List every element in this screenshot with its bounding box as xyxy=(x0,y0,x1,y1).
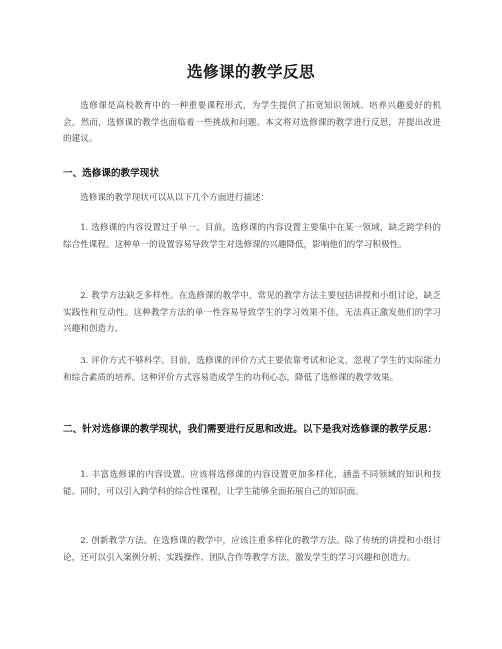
document-title: 选修课的教学反思 xyxy=(186,63,315,81)
section-2-item-1: 1. 丰富选修课的内容设置。应该将选修课的内容设置更加多样化，涵盖不同领域的知识和技能。同时，可以引入跨学科的综合性课程，让学生能够全面拓展自己的知识面。 xyxy=(63,470,441,497)
section-1-item-2: 2. 教学方法缺乏多样性。在选修课的教学中，常见的教学方法主要包括讲授和小组讨论，缺乏实践性和互动性。这种教学方法的单一性容易导致学生的学习效果不佳，无法真正激发他们的学习兴趣和创造力。 xyxy=(63,291,441,334)
section-1-heading: 一、选修课的教学现状 xyxy=(63,168,159,179)
section-1-item-1: 1. 选修课的内容设置过于单一。目前，选修课的内容设置主要集中在某一领域，缺乏跨学科的综合性课程。这种单一的设置容易导致学生对选修课的兴趣降低，影响他们的学习积极性。 xyxy=(63,223,441,250)
section-2-heading: 二、针对选修课的教学现状，我们需要进行反思和改进。以下是我对选修课的教学反思： xyxy=(63,424,438,435)
section-2-item-2: 2. 创新教学方法。在选修课的教学中，应该注重多样化的教学方法。除了传统的讲授和小组讨论，还可以引入案例分析、实践操作、团队合作等教学方法，激发学生的学习兴趣和创造力。 xyxy=(63,536,441,563)
intro-paragraph: 选修课是高校教育中的一种重要课程形式，为学生提供了拓宽知识领域、培养兴趣爱好的机会。然而，选修课的教学也面临着一些挑战和问题。本文将对选修课的教学进行反思，并提出改进的建议。 xyxy=(63,101,441,144)
section-1-lead: 选修课的教学现状可以从以下几个方面进行描述： xyxy=(80,193,270,203)
section-1-item-3: 3. 评价方式不够科学。目前，选修课的评价方式主要依靠考试和论文，忽视了学生的实际能力和综合素质的培养。这种评价方式容易造成学生的功利心态，降低了选修课的教学效果。 xyxy=(63,356,441,383)
